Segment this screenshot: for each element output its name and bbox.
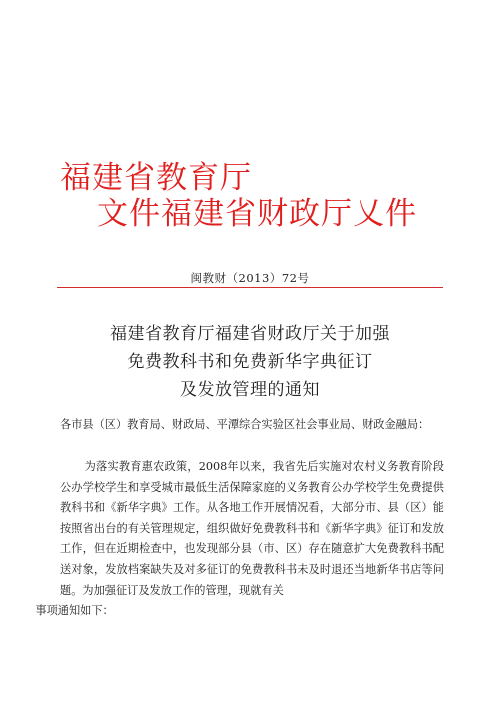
- red-divider: [57, 287, 443, 288]
- document-title-line-2: 免费教科书和免费新华字典征订: [127, 352, 373, 372]
- document-number: 闽教财（2013）72号: [190, 271, 310, 285]
- body-paragraph-text: 为落实教育惠农政策，2008年以来，我省先后实施对农村义务教育阶段公办学校学生和享受城市最低生活保障家庭的义务教育公办学校学生免费提供教科书和《新华字典》工作。从各地工作开展情况看，大部分市、县（区）能按照省出台的有关管理规定，组织做好免费教科书和《新华字典》征订和发放工作，但在近期检查中，也发现部分县（市、区）存在随意扩大免费教科书配送对象，发放档案缺失及对多征订的免费教科书未及时退还当地新华书店等问题。为加强征订及发放工作的管理，现就有关: [60, 460, 444, 597]
- body-paragraph: [35, 457, 444, 622]
- issuer-header-line-2: 文件福建省财政厅乂件: [97, 196, 417, 232]
- salutation: 各市县（区）教育局、财政局、平潭综合实验区社会事业局、财政金融局：: [60, 418, 430, 431]
- issuer-header-line-1: 福建省教育厅: [60, 160, 252, 196]
- body-closing-line: 事项通知如下：: [35, 604, 114, 618]
- document-title-line-1: 福建省教育厅福建省财政厅关于加强: [110, 324, 390, 344]
- document-title-line-3: 及发放管理的通知: [180, 380, 320, 400]
